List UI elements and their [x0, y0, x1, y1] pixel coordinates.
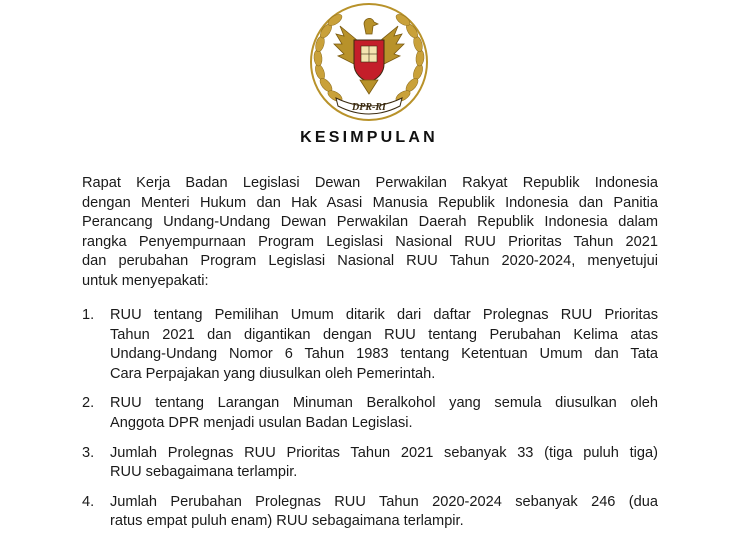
intro-line: Rapat Kerja Badan Legislasi Dewan Perwakilan Rakyat Republik Indonesia — [82, 175, 658, 191]
item-line: Jumlah Perubahan Prolegnas RUU Tahun 2020-2024 sebanyak 246 (dua — [110, 493, 658, 510]
dpr-ri-logo — [306, 2, 432, 126]
item-line: Undang-Undang Nomor 6 Tahun 1983 tentang Ketentuan Umum dan Tata — [110, 346, 658, 363]
item-number: 2. — [82, 395, 95, 412]
garuda-emblem-icon — [311, 4, 427, 120]
item-number: 4. — [82, 493, 95, 510]
item-line: Cara Perpajakan yang diusulkan oleh Pemerintah. — [110, 365, 436, 382]
item-number: 3. — [82, 444, 95, 461]
item-line: ratus empat puluh enam) RUU sebagaimana terlampir. — [110, 513, 464, 530]
item-line: Tahun 2021 dan digantikan dengan RUU tentang Perubahan Kelima atas — [110, 326, 658, 343]
intro-line: dengan Menteri Hukum dan Hak Asasi Manusia Republik Indonesia dan Panitia — [82, 194, 658, 211]
list-item — [82, 444, 658, 483]
item-line: Anggota DPR menjadi usulan Badan Legislasi. — [110, 414, 413, 431]
page-title: KESIMPULAN — [300, 129, 438, 146]
item-line: RUU sebagaimana terlampir. — [110, 464, 298, 481]
item-number: 1. — [82, 307, 95, 323]
intro-paragraph — [82, 174, 658, 292]
intro-line: untuk menyepakati: — [82, 272, 209, 289]
conclusion-list — [82, 306, 658, 542]
item-line: Jumlah Prolegnas RUU Prioritas Tahun 2021 sebanyak 33 (tiga puluh tiga) — [110, 444, 658, 461]
item-line: RUU tentang Pemilihan Umum ditarik dari daftar Prolegnas RUU Prioritas — [110, 307, 658, 323]
intro-line: rangka Penyempurnaan Program Legislasi Nasional RUU Prioritas Tahun 2021 — [82, 233, 658, 250]
intro-line: Perancang Undang-Undang Dewan Perwakilan Daerah Republik Indonesia dalam — [82, 214, 658, 231]
item-line: RUU tentang Larangan Minuman Beralkohol yang semula diusulkan oleh — [110, 395, 658, 412]
list-item — [82, 394, 658, 433]
list-item — [82, 306, 658, 384]
intro-line: dan perubahan Program Legislasi Nasional RUU Tahun 2020-2024, menyetujui — [82, 253, 658, 270]
list-item — [82, 493, 658, 532]
logo-text: DPR-RI — [352, 102, 386, 113]
